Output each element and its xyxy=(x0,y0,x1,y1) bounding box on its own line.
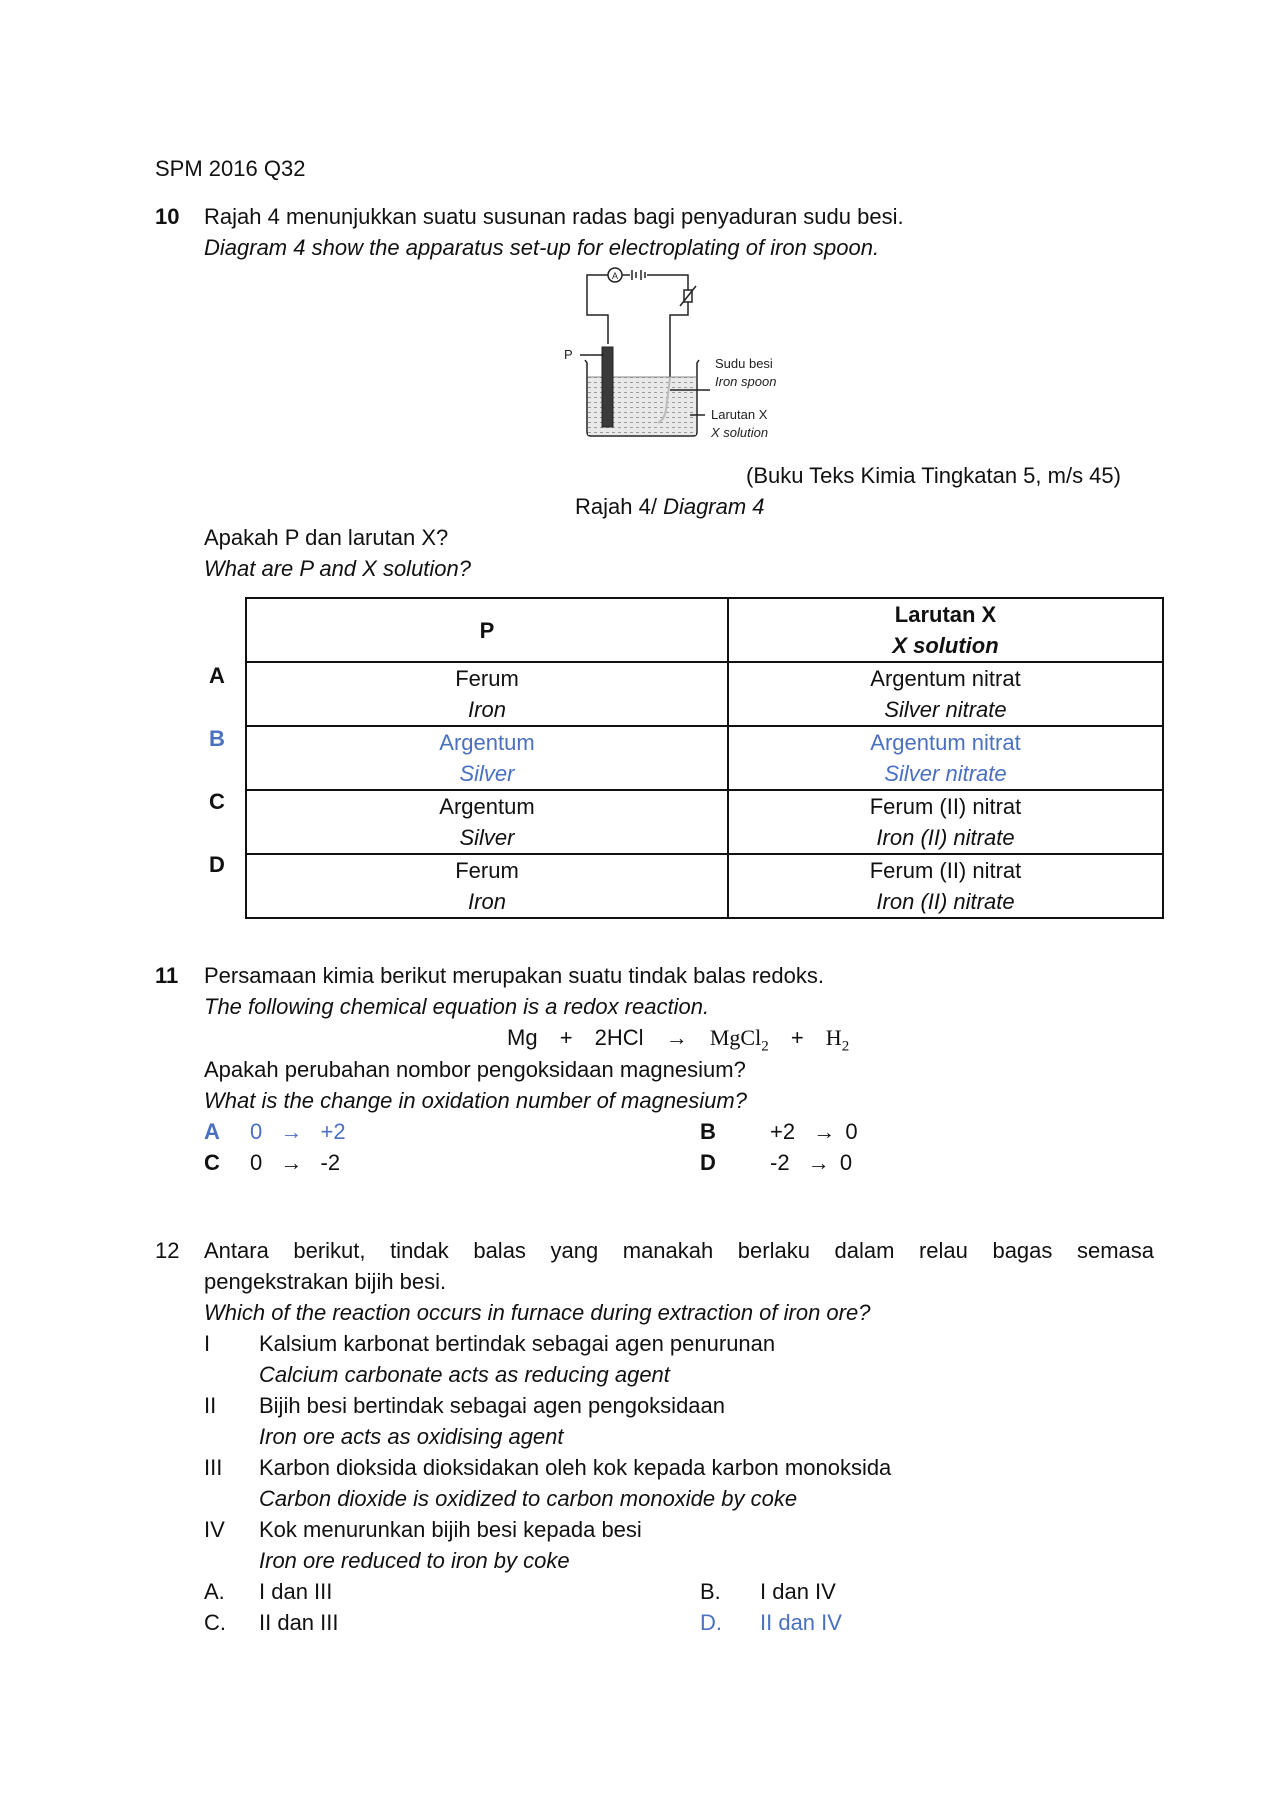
header-x-en: X solution xyxy=(892,633,999,658)
cell-p: Argentum Silver xyxy=(246,790,728,854)
statement-i-ms: Kalsium karbonat bertindak sebagai agen penurunan xyxy=(259,1331,776,1356)
svg-text:A: A xyxy=(611,271,619,281)
label-spoon-ms: Sudu besi xyxy=(715,356,773,371)
chemical-equation: Mg + 2HCl → MgCl$_2$ + $H_2$ xyxy=(507,1025,850,1055)
option-label-c: C xyxy=(209,789,225,814)
q11-question-ms: Apakah perubahan nombor pengoksidaan magnesium? xyxy=(204,1057,746,1082)
caption-en: Diagram 4 xyxy=(663,494,765,519)
ammeter-icon xyxy=(608,268,622,282)
q12-option-c-label: C. xyxy=(204,1610,226,1635)
q10-options-table xyxy=(245,597,1164,919)
q12-option-a-text: I dan III xyxy=(259,1579,333,1604)
q12-option-c-text: II dan III xyxy=(259,1610,339,1635)
q10-number: 10 xyxy=(155,204,180,229)
statement-numeral-ii: II xyxy=(204,1393,217,1418)
cell-x: Ferum (II) nitrat Iron (II) nitrate xyxy=(728,790,1163,854)
q11-option-c: C 0 → -2 xyxy=(204,1150,341,1175)
statement-iv-en: Iron ore reduced to iron by coke xyxy=(259,1548,570,1573)
q10-stem-en: Diagram 4 show the apparatus set-up for electroplating of iron spoon. xyxy=(204,235,880,260)
statement-iii-en: Carbon dioxide is oxidized to carbon monoxide by coke xyxy=(259,1486,798,1511)
diagram-caption xyxy=(575,496,765,518)
cell-x: Argentum nitrat Silver nitrate xyxy=(728,662,1163,726)
q11-stem-ms: Persamaan kimia berikut merupakan suatu tindak balas redoks. xyxy=(204,963,824,988)
statement-iv-ms: Kok menurunkan bijih besi kepada besi xyxy=(259,1517,642,1542)
statement-i-en: Calcium carbonate acts as reducing agent xyxy=(259,1362,670,1387)
q10-question-en: What are P and X solution? xyxy=(204,556,472,581)
q11-option-b: B +2 → 0 xyxy=(700,1119,858,1144)
cell-p: Ferum Iron xyxy=(246,662,728,726)
q12-option-d-text: II dan IV xyxy=(760,1610,842,1635)
label-spoon-en: Iron spoon xyxy=(715,374,777,389)
statement-numeral-iv: IV xyxy=(204,1517,225,1542)
cell-p: Ferum Iron xyxy=(246,854,728,918)
q12-option-b-label: B. xyxy=(700,1579,721,1604)
q12-stem-ms-line2: pengekstrakan bijih besi. xyxy=(204,1269,447,1294)
battery-icon xyxy=(632,270,645,280)
statement-numeral-iii: III xyxy=(204,1455,223,1480)
statement-ii-en: Iron ore acts as oxidising agent xyxy=(259,1424,564,1449)
source-label: SPM 2016 Q32 xyxy=(155,156,306,181)
table-row-a xyxy=(246,662,1163,726)
electrode-p xyxy=(602,347,613,427)
q12-option-a-label: A. xyxy=(204,1579,225,1604)
cell-p: Argentum Silver xyxy=(246,726,728,790)
option-label-a: A xyxy=(209,663,225,688)
statement-numeral-i: I xyxy=(204,1331,211,1356)
label-solution-ms: Larutan X xyxy=(711,407,768,422)
q12-option-b-text: I dan IV xyxy=(760,1579,836,1604)
q11-option-d: D -2 → 0 xyxy=(700,1150,853,1175)
q12-stem-en: Which of the reaction occurs in furnace during extraction of iron ore? xyxy=(204,1300,871,1325)
table-row-c xyxy=(246,790,1163,854)
cell-x: Argentum nitrat Silver nitrate xyxy=(728,726,1163,790)
statement-iii-ms: Karbon dioksida dioksidakan oleh kok kepada karbon monoksida xyxy=(259,1455,892,1480)
table-row-b xyxy=(246,726,1163,790)
header-x xyxy=(728,598,1163,662)
cell-x: Ferum (II) nitrat Iron (II) nitrate xyxy=(728,854,1163,918)
q12-number: 12 xyxy=(155,1238,180,1263)
q10-stem-ms: Rajah 4 menunjukkan suatu susunan radas bagi penyaduran sudu besi. xyxy=(204,204,904,229)
q11-option-a: A 0 → +2 xyxy=(204,1119,346,1144)
option-label-b: B xyxy=(209,726,225,751)
table-row-d xyxy=(246,854,1163,918)
label-p: P xyxy=(564,347,573,362)
diagram-citation: (Buku Teks Kimia Tingkatan 5, m/s 45) xyxy=(746,463,1121,488)
label-solution-en: X solution xyxy=(711,425,769,440)
table-header-row xyxy=(246,598,1163,662)
q12-stem-ms-line1: Antara berikut, tindak balas yang manakah berlaku dalam relau bagas semasa xyxy=(204,1238,1154,1263)
q11-stem-en: The following chemical equation is a redox reaction. xyxy=(204,994,710,1019)
caption-ms: Rajah 4/ xyxy=(575,494,664,519)
option-label-d: D xyxy=(209,852,225,877)
q10-question-ms: Apakah P dan larutan X? xyxy=(204,525,449,550)
statement-ii-ms: Bijih besi bertindak sebagai agen pengoksidaan xyxy=(259,1393,726,1418)
header-x-ms: Larutan X xyxy=(894,602,997,627)
q11-question-en: What is the change in oxidation number of magnesium? xyxy=(204,1088,747,1113)
q12-option-d-label: D. xyxy=(700,1610,722,1635)
header-p: P xyxy=(246,598,728,662)
q11-number: 11 xyxy=(155,963,179,988)
electroplating-diagram xyxy=(540,260,840,460)
